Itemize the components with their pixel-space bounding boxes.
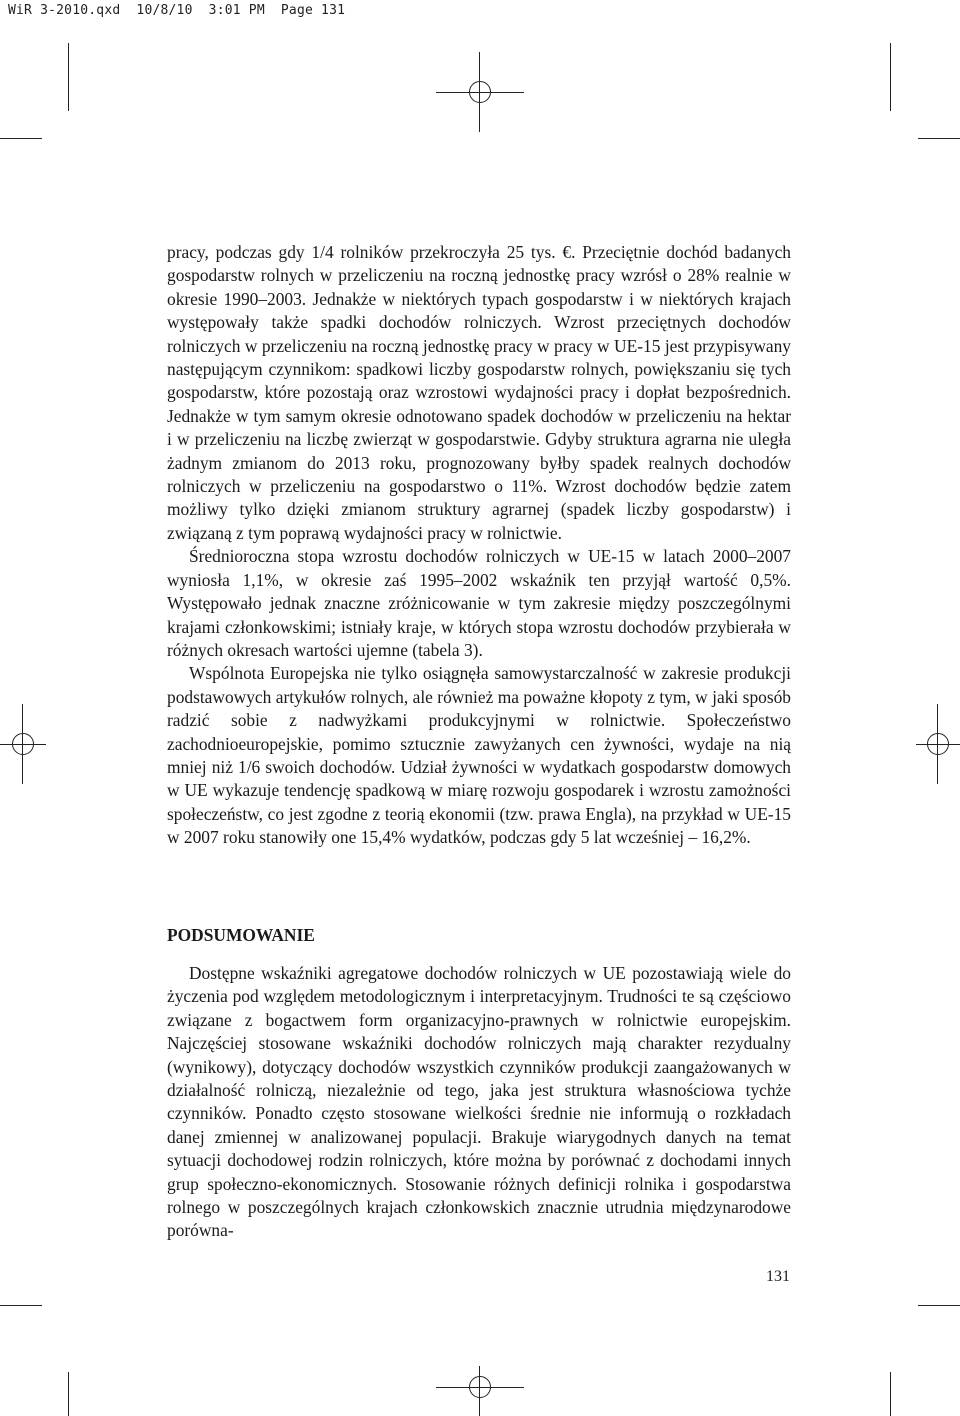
summary-text xyxy=(167,962,791,1243)
paragraph: Średnioroczna stopa wzrostu dochodów rolniczych w UE-15 w latach 2000–2007 wyniosła 1,1%, w okresie zaś 1995–2002 wskaźnik ten przyjął wartość 0,5%. Występowało jednak znaczne zróżnicowanie w tym zakresie między poszczególnymi krajami członkowskimi; istniały kraje, w których stopa wzrostu dochodów przybierała w różnych okresach wartości ujemne (tabela 3). xyxy=(167,546,791,660)
crop-mark xyxy=(68,1372,69,1416)
crop-mark xyxy=(0,1305,42,1306)
crop-mark xyxy=(68,43,69,111)
crop-mark xyxy=(0,138,42,139)
file-slug: WiR 3-2010.qxd 10/8/10 3:01 PM Page 131 xyxy=(8,3,346,18)
page-number: 131 xyxy=(766,1268,790,1285)
crop-mark xyxy=(918,1305,960,1306)
paragraph: pracy, podczas gdy 1/4 rolników przekroczyła 25 tys. €. Przeciętnie dochód badanych gospodarstw rolnych w przeliczeniu na roczną jednostkę pracy wzrósł o 28% realnie w okresie 1990–2003. Jednakże w niektórych typach gospodarstw i w niektórych krajach występowały także spadki dochodów rolniczych. Wzrost przeciętnych dochodów rolniczych w przeliczeniu na roczną jednostkę pracy w pracy w UE-15 jest przypisywany następującym czynnikom: spadkowi liczby gospodarstw rolnych, powiększaniu się tych gospodarstw, które pozostają oraz wzrostowi wydajności pracy i dopłat bezpośrednich. Jednakże w tym samym okresie odnotowano spadek dochodów w przeliczeniu na hektar i w przeliczeniu na liczbę zwierząt w gospodarstwie. Gdyby struktura agrarna nie uległa żadnym zmianom do 2013 roku, prognozowany byłby spadek realnych dochodów rolniczych w przeliczeniu na gospodarstwo o 11%. Wzrost dochodów będzie zatem możliwy tylko dzięki zmianom struktury agrarnej (spadek liczby gospodarstw) i związaną z tym poprawą wydajności pracy w rolnictwie. xyxy=(167,242,791,543)
paragraph: Dostępne wskaźniki agregatowe dochodów rolniczych w UE pozostawiają wiele do życzenia pod względem metodologicznym i interpretacyjnym. Trudności te są częściowo związane z bogactwem form organizacyjno-prawnych w rolnictwie europejskim. Najczęściej stosowane wskaźniki dochodów rolniczych mają charakter rezydualny (wynikowy), dotyczący dochodów wszystkich czynników produkcji zaangażowanych w działalność rolniczą, niezależnie od tego, jaka jest struktura własnościowa tychże czynników. Ponadto często stosowane wielkości średnie nie informują o rozkładach danej zmiennej w analizowanej populacji. Brakuje wiarygodnych danych na temat sytuacji dochodowej rodzin rolniczych, które można by porównać z dochodami innych grup społeczno-ekonomicznych. Stosowanie różnych definicji rolnika i gospodarstwa rolnego w poszczególnych krajach członkowskich znacznie utrudnia międzynarodowe porówna- xyxy=(167,963,791,1241)
paragraph: Wspólnota Europejska nie tylko osiągnęła samowystarczalność w zakresie produkcji podstawowych artykułów rolnych, ale również ma poważne kłopoty z tym, w jaki sposób radzić sobie z nadwyżkami produkcyjnymi w rolnictwie. Społeczeństwo zachodnioeuropejskie, pomimo sztucznie zawyżanych cen żywności, wydaje na nią mniej niż 1/6 swoich dochodów. Udział żywności w wydatkach gospodarstw domowych w UE wykazuje tendencję spadkową w miarę rozwoju gospodarek i wzrostu zamożności społeczeństw, co jest zgodne z teorią ekonomii (tzw. prawa Engla), na przykład w UE-15 w 2007 roku stanowiły one 15,4% wydatków, podczas gdy 5 lat wcześniej – 16,2%. xyxy=(167,663,791,848)
crop-mark xyxy=(918,138,960,139)
body-text xyxy=(167,241,791,850)
crop-mark xyxy=(890,1372,891,1416)
crop-mark xyxy=(890,43,891,111)
section-heading: PODSUMOWANIE xyxy=(167,925,315,945)
